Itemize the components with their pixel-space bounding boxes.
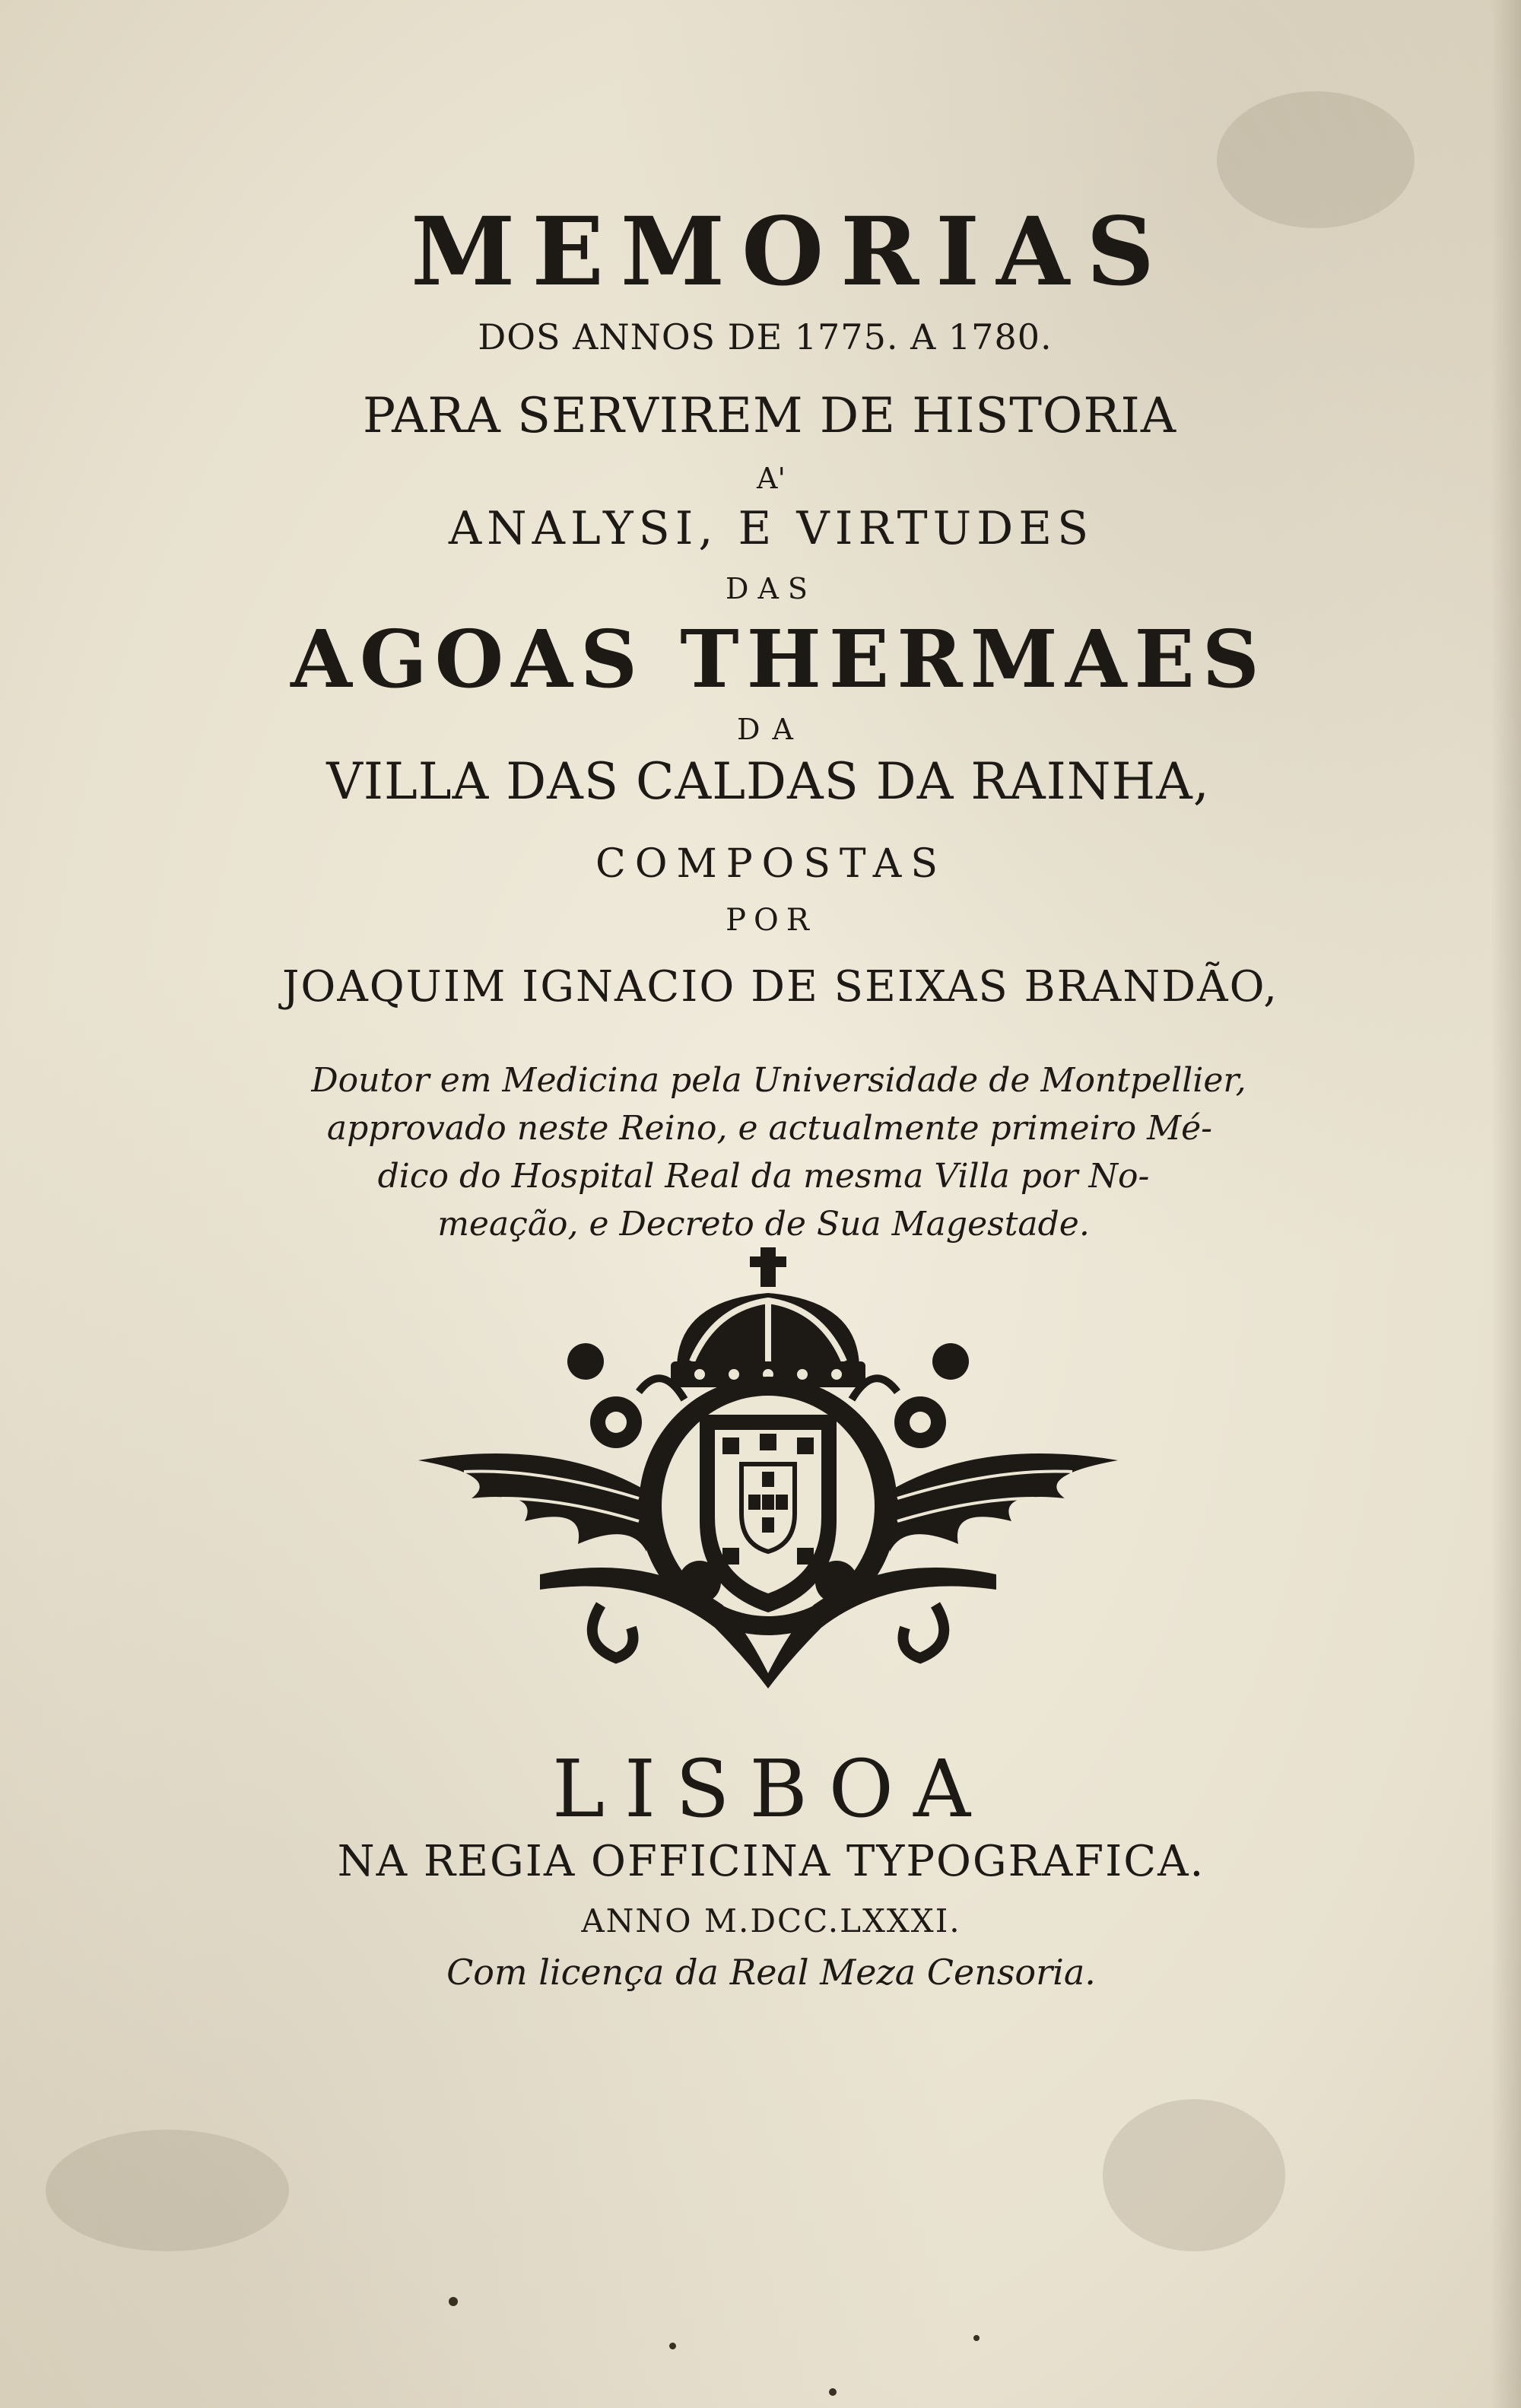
flower <box>932 1343 969 1380</box>
article-das: DAS <box>726 572 817 605</box>
flower <box>567 1343 604 1380</box>
imprint-city: LISBOA <box>551 1742 991 1835</box>
author-credential-line: Doutor em Medicina pela Universidade de Montpellier, <box>311 1061 1246 1100</box>
author-name: JOAQUIM IGNACIO DE SEIXAS BRANDÃO, <box>281 962 1279 1012</box>
preposition-a: A' <box>757 462 786 495</box>
purpose-line: PARA SERVIREM DE HISTORIA <box>362 388 1177 444</box>
ink-speck <box>973 2335 980 2341</box>
article-da: DA <box>737 713 805 746</box>
ink-speck <box>829 2388 837 2396</box>
imprint-year: ANNO M.DCC.LXXXI. <box>581 1902 961 1939</box>
agoas-title: AGOAS THERMAES <box>291 612 1267 706</box>
crown-cross <box>750 1256 786 1267</box>
author-credential-line: dico do Hospital Real da mesma Villa por No- <box>377 1157 1150 1196</box>
paper-stain <box>1103 2099 1285 2251</box>
right-wing <box>890 1453 1118 1552</box>
page-edge-shadow <box>1491 0 1521 2408</box>
ink-speck <box>449 2297 458 2306</box>
ink-speck <box>669 2343 676 2349</box>
book-title: MEMORIAS <box>411 197 1171 307</box>
paper-stain <box>46 2130 289 2251</box>
author-credential-line: approvado neste Reino, e actualmente primeiro Mé- <box>326 1109 1213 1148</box>
por-word: POR <box>726 903 817 938</box>
years-line: DOS ANNOS DE 1775. A 1780. <box>478 316 1053 357</box>
villa-line: VILLA DAS CALDAS DA RAINHA, <box>326 752 1210 811</box>
imprint-printer: NA REGIA OFFICINA TYPOGRAFICA. <box>337 1837 1205 1886</box>
royal-coat-of-arms <box>388 1247 1148 1688</box>
analysis-line: ANALYSI, E VIRTUDES <box>448 502 1094 555</box>
compostas-word: COMPOSTAS <box>595 841 947 887</box>
left-wing <box>418 1453 646 1552</box>
author-credential-line: meação, e Decreto de Sua Magestade. <box>437 1205 1090 1244</box>
imprint-license: Com licença da Real Meza Censoria. <box>446 1952 1096 1993</box>
